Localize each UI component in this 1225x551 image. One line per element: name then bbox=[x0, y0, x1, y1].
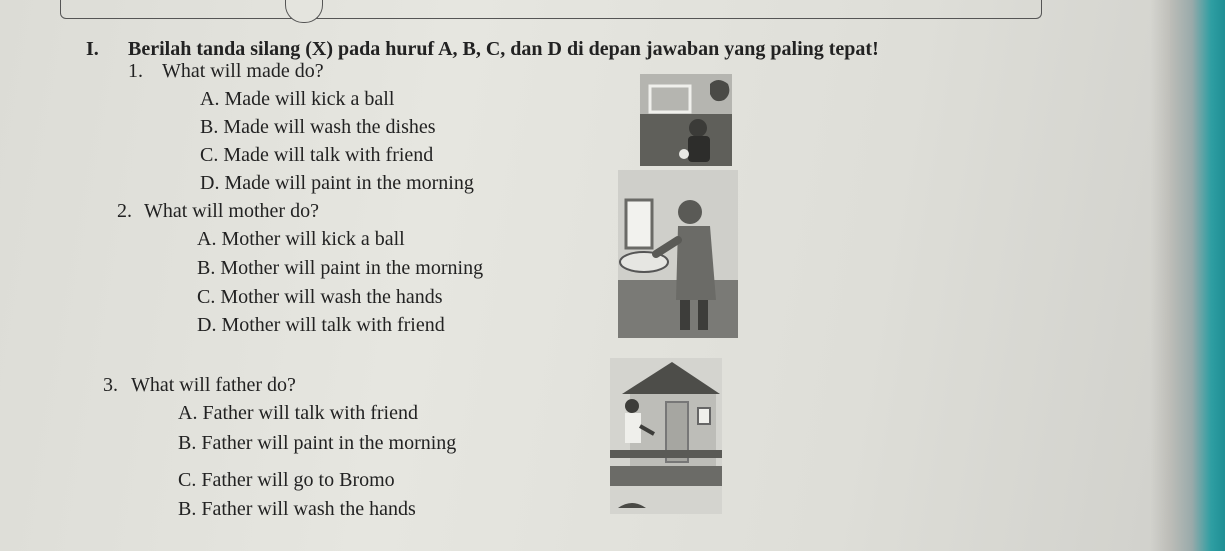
background-edge bbox=[1170, 0, 1225, 551]
question-2-text: What will mother do? bbox=[144, 200, 319, 222]
question-3-number: 3. bbox=[103, 374, 118, 396]
question-1-option-d[interactable]: D. Made will paint in the morning bbox=[200, 172, 474, 194]
question-1-number: 1. bbox=[128, 60, 143, 82]
question-3-option-b[interactable]: B. Father will paint in the morning bbox=[178, 432, 457, 454]
mother-washing-hands-picture bbox=[618, 170, 738, 338]
question-2-option-b[interactable]: B. Mother will paint in the morning bbox=[197, 257, 484, 279]
question-1-option-b[interactable]: B. Made will wash the dishes bbox=[200, 116, 436, 138]
section-instruction: Berilah tanda silang (X) pada huruf A, B, C, dan D di depan jawaban yang paling tepat! bbox=[128, 38, 879, 60]
question-3-option-a[interactable]: A. Father will talk with friend bbox=[178, 402, 418, 424]
question-1-option-c[interactable]: C. Made will talk with friend bbox=[200, 144, 434, 166]
question-2-option-d[interactable]: D. Mother will talk with friend bbox=[197, 314, 445, 336]
question-3-option-c[interactable]: C. Father will go to Bromo bbox=[178, 469, 395, 491]
section-numeral: I. bbox=[86, 38, 99, 60]
question-3-option-d[interactable]: B. Father will wash the hands bbox=[178, 498, 416, 520]
question-3-text: What will father do? bbox=[131, 374, 296, 396]
header-tab bbox=[285, 0, 323, 23]
header-box bbox=[60, 0, 1042, 19]
father-painting-house-picture bbox=[610, 358, 722, 514]
question-2-option-c[interactable]: C. Mother will wash the hands bbox=[197, 286, 443, 308]
boy-kicking-ball-picture bbox=[640, 74, 732, 166]
question-1-option-a[interactable]: A. Made will kick a ball bbox=[200, 88, 395, 110]
question-1-text: What will made do? bbox=[162, 60, 324, 82]
question-2-option-a[interactable]: A. Mother will kick a ball bbox=[197, 228, 405, 250]
question-2-number: 2. bbox=[117, 200, 132, 222]
